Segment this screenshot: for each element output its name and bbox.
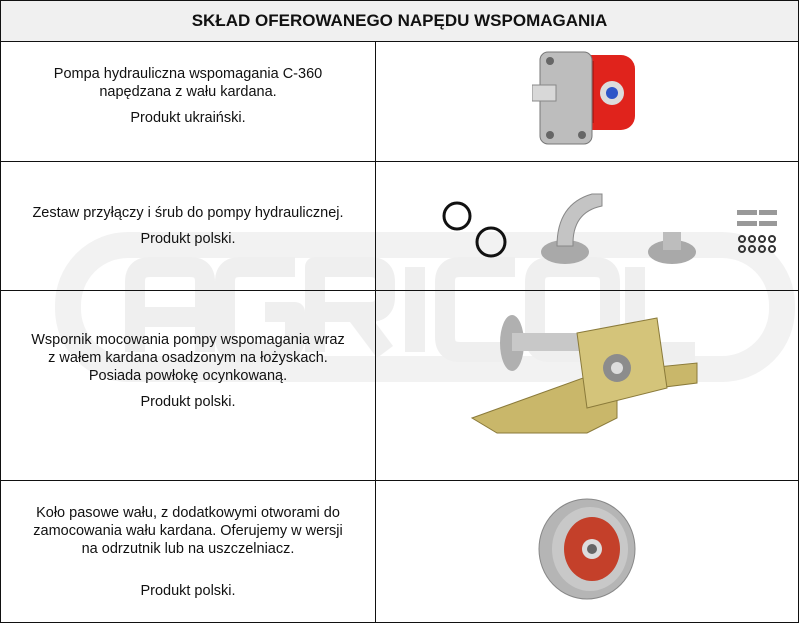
table-title: SKŁAD OFEROWANEGO NAPĘDU WSPOMAGANIA <box>1 1 799 42</box>
description-line: napędzana z wału kardana. <box>99 83 277 100</box>
description-line: Wspornik mocowania pompy wspomagania wraz <box>31 331 345 348</box>
table-row <box>1 162 799 291</box>
pump-bracket-image <box>467 308 707 458</box>
table-row <box>1 481 799 623</box>
origin-text: Produkt polski. <box>140 231 236 247</box>
description-line: Koło pasowe wału, z dodatkowymi otworami do <box>36 504 340 521</box>
description-line: Zestaw przyłączy i śrub do pompy hydraulicznej. <box>32 205 344 221</box>
description-line: zamocowania wału kardana. Oferujemy w wersji <box>33 522 343 539</box>
description-line: Posiada powłokę ocynkowaną. <box>88 367 288 384</box>
origin-text: Produkt ukraiński. <box>130 109 246 126</box>
hydraulic-pump-image <box>532 47 642 152</box>
fittings-and-bolts-image <box>397 174 777 274</box>
origin-text: Produkt polski. <box>140 582 236 599</box>
table-row <box>1 291 799 481</box>
description-line: na odrzutnik lub na uszczelniacz. <box>81 540 295 557</box>
table-row <box>1 42 799 162</box>
description-line: z wałem kardana osadzonym na łożyskach. <box>48 349 328 366</box>
pulley-image <box>532 494 642 604</box>
origin-text: Produkt polski. <box>140 393 236 410</box>
description-line: Pompa hydrauliczna wspomagania C-360 <box>53 65 323 82</box>
